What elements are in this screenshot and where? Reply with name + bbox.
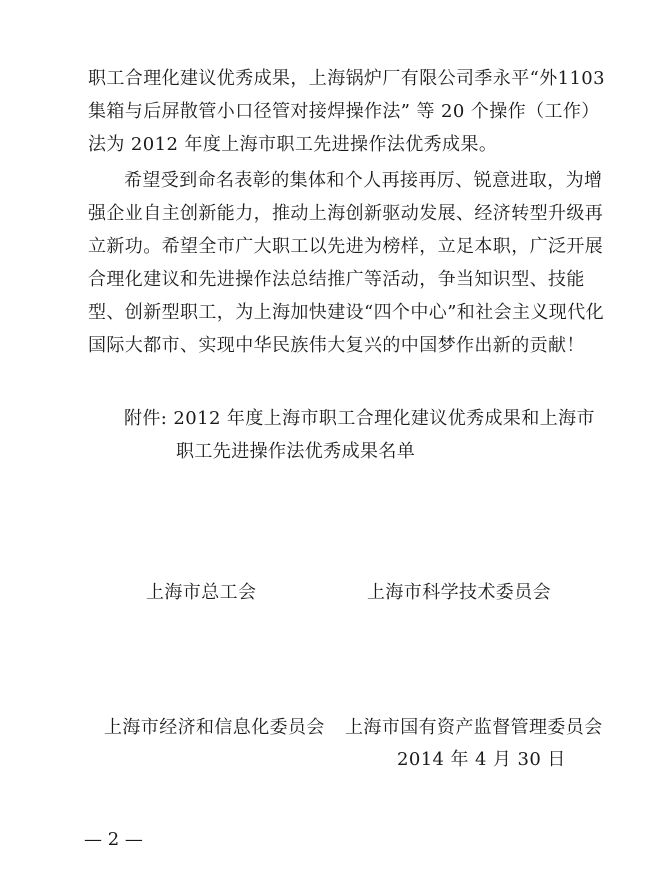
- attachment-title-line-2: 职工先进操作法优秀成果名单: [176, 441, 416, 462]
- signatory-science-technology-commission: 上海市科学技术委员会: [367, 582, 551, 603]
- attachment-title-line-1: 2012 年度上海市职工合理化建议优秀成果和上海市: [173, 408, 595, 429]
- paragraph-1: 职工合理化建议优秀成果，上海锅炉厂有限公司季永平“外1103集箱与后屏散管小口径管对接焊操作法” 等 20 个操作（工作）法为 2012 年度上海市职工先进操作法优秀成果。: [88, 68, 606, 155]
- signatory-economy-informatization-commission: 上海市经济和信息化委员会: [104, 717, 325, 738]
- attachment-note: [124, 402, 604, 468]
- issue-date: 2014 年 4 月 30 日: [397, 749, 566, 770]
- attachment-label: 附件:: [124, 408, 174, 429]
- paragraph-2: 希望受到命名表彰的集体和个人再接再厉、锐意进取，为增强企业自主创新能力，推动上海创新驱动发展、经济转型升级再立新功。希望全市广大职工以先进为榜样，立足本职，广泛开展合理化建议和先进操作法总结推广等活动，争当知识型、技能型、创新型职工，为上海加快建设“四个中心”和社会主义现代化国际大都市、实现中华民族伟大复兴的中国梦作出新的贡献！: [88, 170, 605, 356]
- signatory-state-assets-commission: 上海市国有资产监督管理委员会: [345, 717, 603, 738]
- page-number: — 2 —: [84, 829, 143, 850]
- signatory-federation-of-trade-unions: 上海市总工会: [146, 582, 257, 603]
